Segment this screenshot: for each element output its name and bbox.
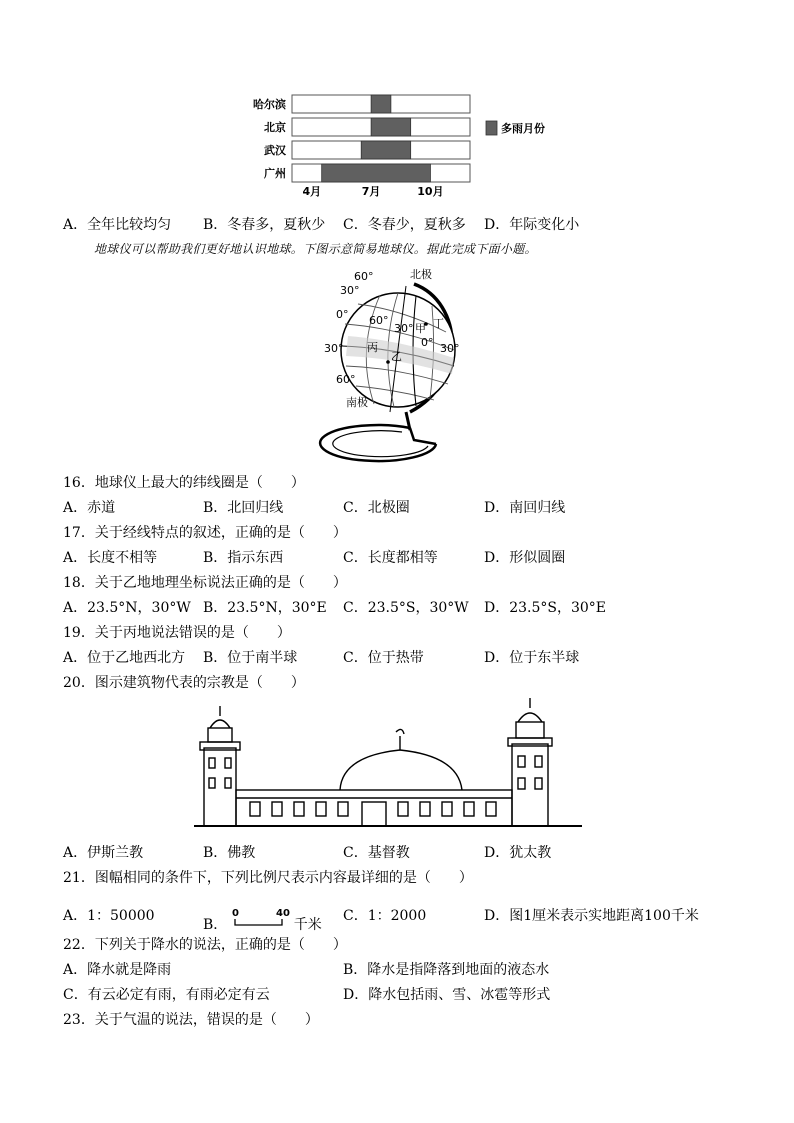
month-tick-label: 10月 — [417, 185, 444, 198]
q16-option-c[interactable]: C．北极圈 — [343, 500, 410, 516]
rainy-bar — [371, 118, 411, 136]
q21-option-a[interactable]: A．1：50000 — [63, 908, 155, 924]
rainy-bar — [361, 141, 410, 159]
q17-option-a[interactable]: A．长度不相等 — [63, 550, 158, 566]
q20-option-a[interactable]: A．伊斯兰教 — [63, 845, 144, 861]
q17-stem: 17．关于经线特点的叙述，正确的是（ ） — [63, 525, 347, 541]
q19-stem: 19．关于丙地说法错误的是（ ） — [63, 625, 291, 641]
month-tick-label: 7月 — [361, 185, 381, 198]
q21-option-d[interactable]: D．图1厘米表示实地距离100千米 — [484, 908, 699, 924]
q18-option-d[interactable]: D．23.5°S，30°E — [484, 600, 607, 616]
q22-option-b[interactable]: B．降水是指降落到地面的液态水 — [343, 962, 550, 978]
rainy-bar — [371, 95, 391, 113]
q18-option-a[interactable]: A．23.5°N，30°W — [63, 600, 191, 616]
globe-figure — [318, 262, 478, 468]
q21-stem: 21．图幅相同的条件下，下列比例尺表示内容最详细的是（ ） — [63, 870, 473, 886]
q19-option-d[interactable]: D．位于东半球 — [484, 650, 580, 666]
q16-stem: 16．地球仪上最大的纬线圈是（ ） — [63, 475, 305, 491]
svg-text:60°: 60° — [354, 270, 374, 283]
q17-option-b[interactable]: B．指示东西 — [203, 550, 284, 566]
month-tick-label: 4月 — [302, 185, 322, 198]
q21-option-b[interactable] — [203, 907, 322, 934]
q19-option-a[interactable]: A．位于乙地西北方 — [63, 650, 186, 666]
q23-stem: 23．关于气温的说法，错误的是（ ） — [63, 1012, 319, 1028]
q16-option-a[interactable]: A．赤道 — [63, 500, 116, 516]
q20-option-c[interactable]: C．基督教 — [343, 845, 410, 861]
q16-option-d[interactable]: D．南回归线 — [484, 500, 566, 516]
svg-text:甲: 甲 — [415, 322, 426, 335]
legend-label: 多雨月份 — [501, 122, 545, 135]
svg-text:30°: 30° — [324, 342, 344, 355]
q15-option-b[interactable]: B．冬春多，夏秋少 — [203, 217, 326, 233]
point-yi — [386, 360, 390, 364]
scale-bar — [232, 907, 294, 933]
city-label: 北京 — [264, 121, 286, 134]
city-label: 武汉 — [264, 144, 286, 157]
rainy-month-chart — [240, 92, 570, 204]
q18-option-c[interactable]: C．23.5°S，30°W — [343, 600, 469, 616]
q21-option-b-label: B． — [203, 917, 228, 933]
q15-option-c[interactable]: C．冬春少，夏秋多 — [343, 217, 466, 233]
mosque-illustration — [190, 698, 590, 830]
globe-stand — [320, 412, 436, 461]
q18-stem: 18．关于乙地地理坐标说法正确的是（ ） — [63, 575, 347, 591]
svg-text:0°: 0° — [336, 308, 349, 321]
q19-option-b[interactable]: B．位于南半球 — [203, 650, 298, 666]
svg-text:0°: 0° — [421, 336, 434, 349]
svg-text:乙: 乙 — [391, 350, 402, 363]
rainy-bar — [322, 164, 431, 182]
north-pole-label: 北极 — [410, 268, 432, 281]
q20-option-d[interactable]: D．犹太教 — [484, 845, 552, 861]
scale-unit: 千米 — [293, 917, 322, 933]
q22-option-c[interactable]: C．有云必定有雨，有雨必定有云 — [63, 987, 270, 1003]
q20-option-b[interactable]: B．佛教 — [203, 845, 256, 861]
q20-stem: 20．图示建筑物代表的宗教是（ ） — [63, 675, 305, 691]
q15-option-a[interactable]: A．全年比较均匀 — [63, 217, 172, 233]
south-pole-label: 南极 — [346, 396, 368, 409]
q17-option-d[interactable]: D．形似圆圈 — [484, 550, 566, 566]
svg-text:丙: 丙 — [367, 341, 378, 354]
q22-option-a[interactable]: A．降水就是降雨 — [63, 962, 172, 978]
svg-text:30°: 30° — [440, 342, 460, 355]
scale-end: 40 — [275, 908, 290, 919]
svg-text:60°: 60° — [369, 314, 389, 327]
svg-text:丁: 丁 — [433, 317, 444, 330]
q19-option-c[interactable]: C．位于热带 — [343, 650, 424, 666]
scale-start: 0 — [231, 908, 239, 919]
q17-option-c[interactable]: C．长度都相等 — [343, 550, 438, 566]
q16-option-b[interactable]: B．北回归线 — [203, 500, 284, 516]
q15-option-d[interactable]: D．年际变化小 — [484, 217, 580, 233]
svg-text:60°: 60° — [336, 373, 356, 386]
q21-option-c[interactable]: C．1：2000 — [343, 908, 427, 924]
q22-option-d[interactable]: D．降水包括雨、雪、冰雹等形式 — [343, 987, 551, 1003]
q22-stem: 22．下列关于降水的说法，正确的是（ ） — [63, 937, 347, 953]
svg-text:30°: 30° — [340, 284, 360, 297]
city-label: 广州 — [264, 167, 286, 180]
q18-option-b[interactable]: B．23.5°N，30°E — [203, 600, 327, 616]
svg-text:30°: 30° — [394, 322, 414, 335]
legend-swatch — [486, 121, 497, 135]
globe-intro: 地球仪可以帮助我们更好地认识地球。下图示意简易地球仪。据此完成下面小题。 — [94, 242, 537, 256]
city-label: 哈尔滨 — [253, 98, 286, 111]
